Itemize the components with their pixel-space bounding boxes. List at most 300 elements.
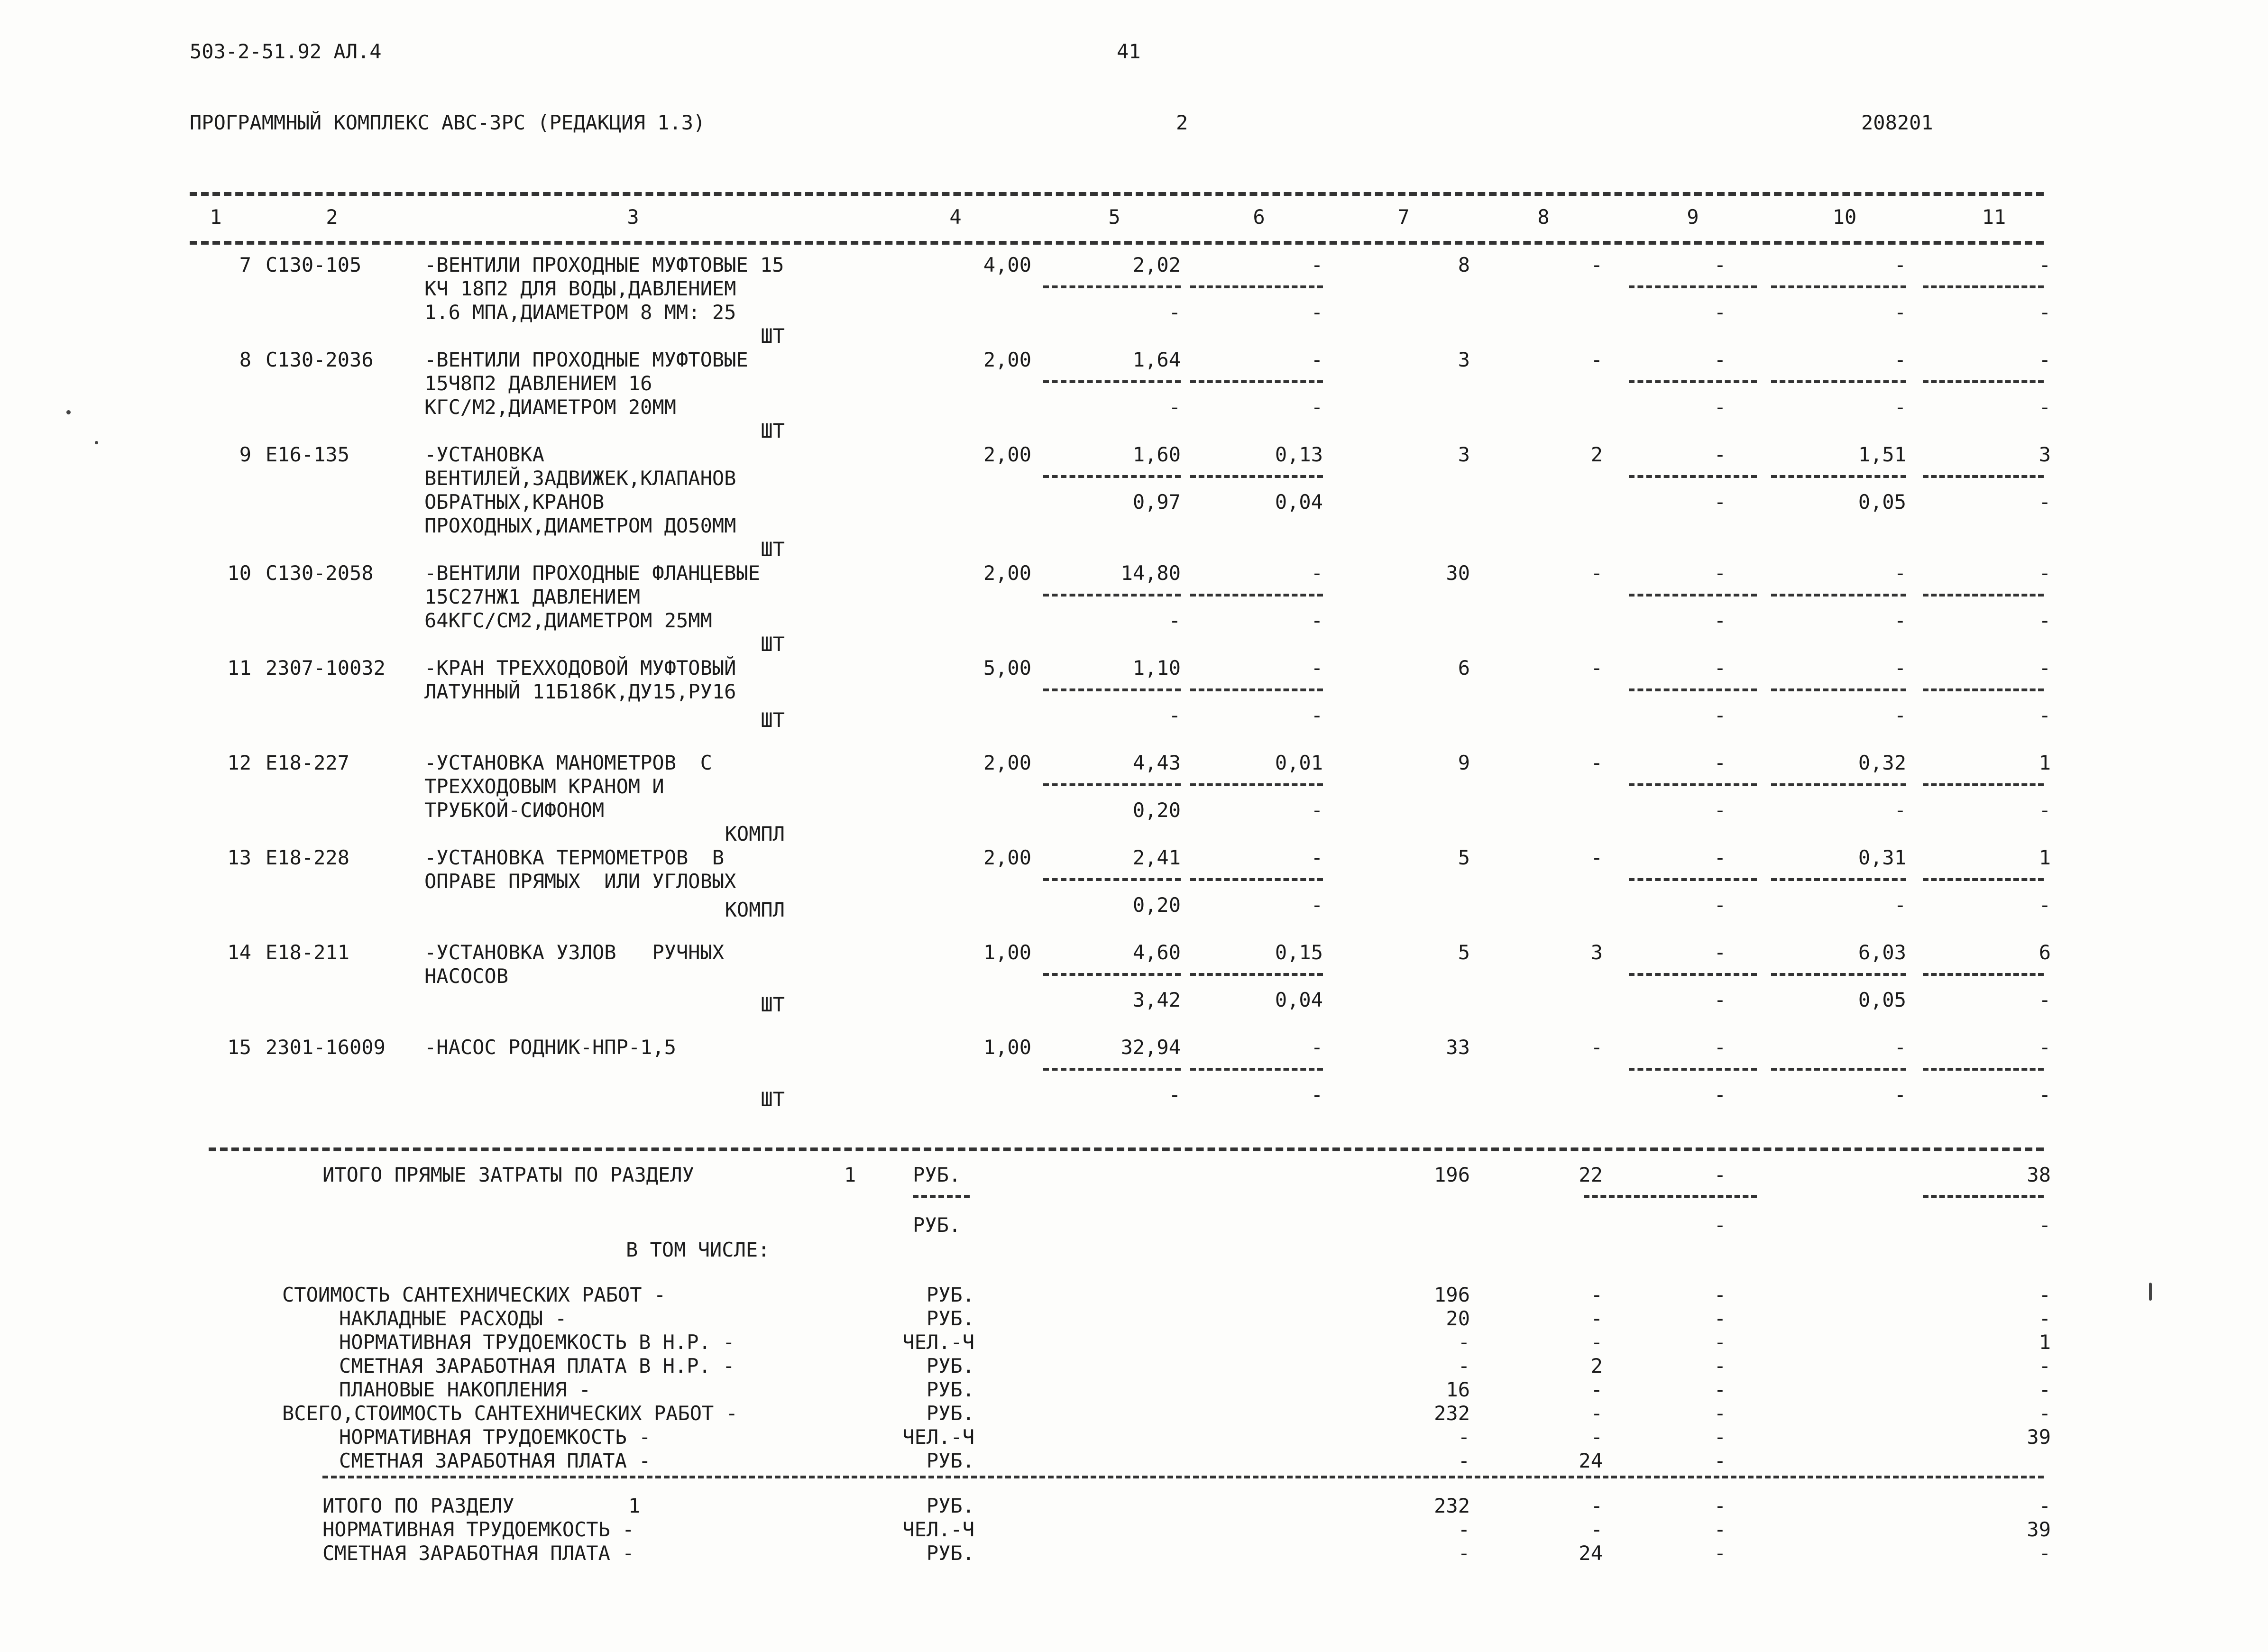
col5-subvalue: 0,20: [1132, 798, 1181, 822]
col11-value: 1: [2038, 846, 2051, 869]
col9-separator: [1629, 285, 1757, 288]
col10-separator: [1771, 783, 1906, 786]
item-quantity: 5,00: [983, 656, 1031, 679]
item-description-line: ПРОХОДНЫХ,ДИАМЕТРОМ ДО50ММ: [424, 514, 736, 537]
col10-subvalue: -: [1894, 1083, 1906, 1106]
col9-subvalue: -: [1714, 609, 1726, 632]
col9-separator: [1629, 1068, 1757, 1071]
col6-subvalue: -: [1311, 704, 1323, 727]
item-description-line: -ВЕНТИЛИ ПРОХОДНЫЕ ФЛАНЦЕВЫЕ: [424, 561, 761, 585]
col9-value: -: [1714, 656, 1726, 679]
item-code: С130-2036: [266, 348, 374, 371]
summary-unit: РУБ.: [926, 1354, 974, 1377]
col9-subvalue: -: [1714, 988, 1726, 1011]
col10-separator: [1771, 285, 1906, 288]
column-header-4: 4: [949, 205, 962, 229]
item-description-line: ТРУБКОЙ-СИФОНОМ: [424, 798, 605, 822]
item-quantity: 2,00: [983, 846, 1031, 869]
summary-unit: РУБ.: [926, 1378, 974, 1401]
col9-subvalue: -: [1714, 395, 1726, 419]
item-number: 14: [227, 941, 251, 964]
summary-col9: -: [1714, 1378, 1726, 1401]
col10-subvalue: -: [1894, 704, 1906, 727]
item-description-line: 64КГС/СМ2,ДИАМЕТРОМ 25ММ: [424, 609, 712, 632]
col11-separator: [1923, 1195, 2044, 1198]
unit-separator: [913, 1195, 970, 1198]
col6-subvalue: -: [1311, 301, 1323, 324]
col8-value: -: [1590, 1036, 1603, 1059]
col11-value: 6: [2038, 941, 2051, 964]
col11-separator: [1923, 878, 2044, 881]
summary-label: НОРМАТИВНАЯ ТРУДОЕМКОСТЬ -: [339, 1425, 651, 1449]
col7-value: 8: [1458, 253, 1470, 276]
col5-value: 2,02: [1132, 253, 1181, 276]
col5-separator: [1043, 594, 1181, 597]
item-number: 10: [227, 561, 251, 585]
final-col7: -: [1458, 1542, 1470, 1565]
col10-value: 1,51: [1858, 443, 1906, 466]
summary-col11: 39: [2027, 1425, 2051, 1449]
col8-value: 2: [1590, 443, 1603, 466]
col9-value: -: [1714, 941, 1726, 964]
col6-subvalue: -: [1311, 893, 1323, 917]
col9-subvalue: -: [1714, 893, 1726, 917]
item-description-line: -УСТАНОВКА ТЕРМОМЕТРОВ В: [424, 846, 725, 869]
summary-label: ПЛАНОВЫЕ НАКОПЛЕНИЯ -: [339, 1378, 591, 1401]
column-header-5: 5: [1108, 205, 1120, 229]
column-header-10: 10: [1832, 205, 1857, 229]
col11-subvalue: -: [2038, 1083, 2051, 1106]
col11-value: -: [2038, 656, 2051, 679]
summary-col7: -: [1458, 1425, 1470, 1449]
col11-subvalue: -: [2038, 609, 2051, 632]
summary-bottom-rule: [322, 1476, 2044, 1478]
col6-separator: [1190, 783, 1323, 786]
item-number: 13: [227, 846, 251, 869]
col9-separator: [1629, 475, 1757, 478]
col5-value: 1,10: [1132, 656, 1181, 679]
final-unit: РУБ.: [926, 1542, 974, 1565]
column-header-3: 3: [627, 205, 639, 229]
col5-value: 14,80: [1120, 561, 1181, 585]
item-description-line: -УСТАНОВКА: [424, 443, 544, 466]
col5-subvalue: -: [1168, 704, 1181, 727]
col11-separator: [1923, 1068, 2044, 1071]
col5-subvalue: 3,42: [1132, 988, 1181, 1011]
col9-subvalue: -: [1714, 704, 1726, 727]
summary-col8: -: [1590, 1307, 1603, 1330]
final-col8: -: [1590, 1494, 1603, 1517]
section-total-col11: 38: [2027, 1163, 2051, 1186]
table-top-rule: [190, 192, 2044, 196]
col9-value: -: [1714, 751, 1726, 774]
col7-value: 9: [1458, 751, 1470, 774]
final-label: НОРМАТИВНАЯ ТРУДОЕМКОСТЬ -: [322, 1518, 634, 1541]
final-col9: -: [1714, 1518, 1726, 1541]
col6-value: 0,13: [1275, 443, 1323, 466]
col6-separator: [1190, 285, 1323, 288]
item-number: 15: [227, 1036, 251, 1059]
item-description-line: ЛАТУННЫЙ 11Б18бК,ДУ15,РУ16: [424, 680, 736, 703]
summary-col8: -: [1590, 1378, 1603, 1401]
final-col8: -: [1590, 1518, 1603, 1541]
col5-separator: [1043, 878, 1181, 881]
section-total-unit: РУБ.: [913, 1163, 961, 1186]
col10-subvalue: -: [1894, 798, 1906, 822]
col8-value: -: [1590, 751, 1603, 774]
col11-value: -: [2038, 253, 2051, 276]
col11-separator: [1923, 594, 2044, 597]
item-description-line: -УСТАНОВКА УЗЛОВ РУЧНЫХ: [424, 941, 725, 964]
col10-subvalue: -: [1894, 395, 1906, 419]
scan-speck: [2149, 1283, 2152, 1301]
summary-col7: 20: [1446, 1307, 1470, 1330]
col9-separator: [1629, 783, 1757, 786]
col6-separator: [1190, 878, 1323, 881]
col6-value: -: [1311, 656, 1323, 679]
col9-separator: [1629, 973, 1757, 976]
col5-subvalue: 0,20: [1132, 893, 1181, 917]
col8-value: -: [1590, 253, 1603, 276]
item-code: Е16-135: [266, 443, 350, 466]
section-total-col9: -: [1714, 1163, 1726, 1186]
col5-separator: [1043, 973, 1181, 976]
item-number: 7: [239, 253, 251, 276]
summary-col9: -: [1714, 1331, 1726, 1354]
col10-value: 0,32: [1858, 751, 1906, 774]
col6-subvalue: 0,04: [1275, 988, 1323, 1011]
col5-value: 4,60: [1132, 941, 1181, 964]
col5-separator: [1043, 380, 1181, 383]
col6-value: -: [1311, 1036, 1323, 1059]
summary-col11: -: [2038, 1378, 2051, 1401]
col7-value: 6: [1458, 656, 1470, 679]
col9-value: -: [1714, 348, 1726, 371]
col11-separator: [1923, 285, 2044, 288]
col11-separator: [1923, 688, 2044, 691]
col11-value: -: [2038, 1036, 2051, 1059]
final-col7: -: [1458, 1518, 1470, 1541]
item-code: Е18-227: [266, 751, 350, 774]
col9-subvalue: -: [1714, 798, 1726, 822]
summary-col7: 232: [1434, 1402, 1470, 1425]
summary-col11: -: [2038, 1307, 2051, 1330]
item-description-line: ВЕНТИЛЕЙ,ЗАДВИЖЕК,КЛАПАНОВ: [424, 467, 736, 490]
col10-separator: [1771, 594, 1906, 597]
sheet-number: 2: [1176, 111, 1188, 134]
col6-separator: [1190, 380, 1323, 383]
col11-value: 3: [2038, 443, 2051, 466]
col5-value: 4,43: [1132, 751, 1181, 774]
col11-subvalue: -: [2038, 490, 2051, 514]
col5-subvalue: 0,97: [1132, 490, 1181, 514]
section-total-unit-2: РУБ.: [913, 1213, 961, 1237]
col8-value: -: [1590, 846, 1603, 869]
col5-separator: [1043, 285, 1181, 288]
summary-col7: 196: [1434, 1283, 1470, 1306]
col9-separator: [1629, 380, 1757, 383]
column-header-7: 7: [1397, 205, 1410, 229]
summary-label: СМЕТНАЯ ЗАРАБОТНАЯ ПЛАТА В Н.Р. -: [339, 1354, 735, 1377]
col6-separator: [1190, 1068, 1323, 1071]
col10-subvalue: 0,05: [1858, 490, 1906, 514]
summary-label: НАКЛАДНЫЕ РАСХОДЫ -: [339, 1307, 567, 1330]
col5-separator: [1043, 688, 1181, 691]
item-unit: ШТ: [761, 538, 785, 561]
col6-separator: [1190, 688, 1323, 691]
col6-subvalue: -: [1311, 1083, 1323, 1106]
col5-value: 1,60: [1132, 443, 1181, 466]
item-description-line: -НАСОС РОДНИК-НПР-1,5: [424, 1036, 677, 1059]
col6-separator: [1190, 475, 1323, 478]
col6-value: -: [1311, 253, 1323, 276]
items-bottom-rule: [209, 1147, 2044, 1151]
section-total-label: ИТОГО ПРЯМЫЕ ЗАТРАТЫ ПО РАЗДЕЛУ: [322, 1163, 694, 1186]
summary-unit: РУБ.: [926, 1402, 974, 1425]
item-description-line: ТРЕХХОДОВЫМ КРАНОМ И: [424, 775, 664, 798]
summary-col9: -: [1714, 1283, 1726, 1306]
item-description-line: 15С27НЖ1 ДАВЛЕНИЕМ: [424, 585, 641, 608]
section-total-col7: 196: [1434, 1163, 1470, 1186]
summary-col8: -: [1590, 1402, 1603, 1425]
col11-subvalue: -: [2038, 301, 2051, 324]
col7-value: 30: [1446, 561, 1470, 585]
column-header-9: 9: [1687, 205, 1699, 229]
item-code: С130-105: [266, 253, 362, 276]
col9-value: -: [1714, 1036, 1726, 1059]
summary-col8: 2: [1590, 1354, 1603, 1377]
final-label: СМЕТНАЯ ЗАРАБОТНАЯ ПЛАТА -: [322, 1542, 634, 1565]
header-bottom-rule: [190, 241, 2044, 245]
scan-speck: [95, 441, 98, 444]
col6-value: -: [1311, 846, 1323, 869]
column-header-1: 1: [210, 205, 222, 229]
col11-subvalue: -: [2038, 988, 2051, 1011]
item-number: 11: [227, 656, 251, 679]
item-description-line: -УСТАНОВКА МАНОМЕТРОВ С: [424, 751, 712, 774]
item-description-line: КГС/М2,ДИАМЕТРОМ 20ММ: [424, 395, 677, 419]
item-quantity: 2,00: [983, 751, 1031, 774]
col9-value: -: [1714, 443, 1726, 466]
col10-separator: [1771, 973, 1906, 976]
col6-value: -: [1311, 561, 1323, 585]
col10-separator: [1771, 878, 1906, 881]
final-col11: 39: [2027, 1518, 2051, 1541]
col7-value: 3: [1458, 443, 1470, 466]
summary-unit: РУБ.: [926, 1449, 974, 1472]
page-number: 41: [1117, 40, 1141, 63]
col6-subvalue: -: [1311, 609, 1323, 632]
col10-separator: [1771, 475, 1906, 478]
summary-col11: 1: [2038, 1331, 2051, 1354]
item-description-line: НАСОСОВ: [424, 964, 509, 988]
item-number: 9: [239, 443, 251, 466]
item-code: 2307-10032: [266, 656, 386, 679]
col10-subvalue: 0,05: [1858, 988, 1906, 1011]
summary-col9: -: [1714, 1307, 1726, 1330]
col9-subvalue: -: [1714, 301, 1726, 324]
summary-label: ВСЕГО,СТОИМОСТЬ САНТЕХНИЧЕСКИХ РАБОТ -: [282, 1402, 738, 1425]
summary-col7: -: [1458, 1449, 1470, 1472]
col5-separator: [1043, 1068, 1181, 1071]
col5-separator: [1043, 783, 1181, 786]
col5-subvalue: -: [1168, 395, 1181, 419]
item-unit: ШТ: [761, 633, 785, 656]
column-header-8: 8: [1537, 205, 1550, 229]
item-quantity: 1,00: [983, 941, 1031, 964]
col5-subvalue: -: [1168, 609, 1181, 632]
item-description-line: -ВЕНТИЛИ ПРОХОДНЫЕ МУФТОВЫЕ: [424, 348, 748, 371]
col10-subvalue: -: [1894, 301, 1906, 324]
section-total-col11-sub: -: [2038, 1213, 2051, 1237]
item-description-line: КЧ 18П2 ДЛЯ ВОДЫ,ДАВЛЕНИЕМ: [424, 277, 736, 300]
col8-value: -: [1590, 348, 1603, 371]
item-code: 2301-16009: [266, 1036, 386, 1059]
summary-col8: -: [1590, 1331, 1603, 1354]
section-total-col8: 22: [1579, 1163, 1603, 1186]
item-description-line: -ВЕНТИЛИ ПРОХОДНЫЕ МУФТОВЫЕ 15: [424, 253, 784, 276]
item-code: С130-2058: [266, 561, 374, 585]
col9-value: -: [1714, 846, 1726, 869]
summary-col9: -: [1714, 1449, 1726, 1472]
final-col9: -: [1714, 1542, 1726, 1565]
col6-separator: [1190, 973, 1323, 976]
col11-value: -: [2038, 348, 2051, 371]
summary-col9: -: [1714, 1402, 1726, 1425]
col10-value: -: [1894, 253, 1906, 276]
summary-col11: -: [2038, 1354, 2051, 1377]
final-col9: -: [1714, 1494, 1726, 1517]
col9-separator: [1584, 1195, 1757, 1198]
col10-subvalue: -: [1894, 609, 1906, 632]
col11-subvalue: -: [2038, 798, 2051, 822]
col11-separator: [1923, 475, 2044, 478]
summary-label: СТОИМОСТЬ САНТЕХНИЧЕСКИХ РАБОТ -: [282, 1283, 666, 1306]
col9-value: -: [1714, 561, 1726, 585]
section-total-number: 1: [844, 1163, 856, 1186]
item-description-line: ОБРАТНЫХ,КРАНОВ: [424, 490, 605, 514]
col7-value: 5: [1458, 846, 1470, 869]
col10-value: -: [1894, 561, 1906, 585]
item-code: Е18-211: [266, 941, 350, 964]
col6-separator: [1190, 594, 1323, 597]
item-description-line: -КРАН ТРЕХХОДОВОЙ МУФТОВЫЙ: [424, 656, 736, 679]
program-title: ПРОГРАММНЫЙ КОМПЛЕКС АВС-3РС (РЕДАКЦИЯ 1.3): [190, 111, 706, 134]
col9-subvalue: -: [1714, 490, 1726, 514]
col6-subvalue: 0,04: [1275, 490, 1323, 514]
item-unit: КОМПЛ: [725, 822, 785, 845]
summary-unit: РУБ.: [926, 1307, 974, 1330]
item-code: Е18-228: [266, 846, 350, 869]
col10-value: 0,31: [1858, 846, 1906, 869]
col11-separator: [1923, 783, 2044, 786]
col8-value: -: [1590, 561, 1603, 585]
column-header-6: 6: [1253, 205, 1265, 229]
final-col11: -: [2038, 1542, 2051, 1565]
col10-value: -: [1894, 656, 1906, 679]
col11-separator: [1923, 380, 2044, 383]
col9-separator: [1629, 688, 1757, 691]
col9-separator: [1629, 594, 1757, 597]
item-unit: КОМПЛ: [725, 898, 785, 921]
doc-code: 503-2-51.92 АЛ.4: [190, 40, 382, 63]
col9-separator: [1629, 878, 1757, 881]
item-description-line: 1.6 МПА,ДИАМЕТРОМ 8 ММ: 25: [424, 301, 736, 324]
col11-subvalue: -: [2038, 395, 2051, 419]
col10-separator: [1771, 380, 1906, 383]
summary-col9: -: [1714, 1425, 1726, 1449]
item-unit: ШТ: [761, 324, 785, 348]
item-quantity: 2,00: [983, 443, 1031, 466]
column-header-11: 11: [1982, 205, 2006, 229]
col9-value: -: [1714, 253, 1726, 276]
col6-subvalue: -: [1311, 798, 1323, 822]
col7-value: 33: [1446, 1036, 1470, 1059]
summary-unit: ЧЕЛ.-Ч: [902, 1331, 974, 1354]
col5-value: 1,64: [1132, 348, 1181, 371]
item-unit: ШТ: [761, 993, 785, 1016]
col5-subvalue: -: [1168, 1083, 1181, 1106]
col5-separator: [1043, 475, 1181, 478]
col10-value: -: [1894, 348, 1906, 371]
document-number: 208201: [1861, 111, 1933, 134]
col7-value: 5: [1458, 941, 1470, 964]
summary-label: СМЕТНАЯ ЗАРАБОТНАЯ ПЛАТА -: [339, 1449, 651, 1472]
final-unit: ЧЕЛ.-Ч: [902, 1518, 974, 1541]
col11-separator: [1923, 973, 2044, 976]
summary-col9: -: [1714, 1354, 1726, 1377]
scan-speck: [66, 410, 71, 414]
item-quantity: 1,00: [983, 1036, 1031, 1059]
summary-unit: ЧЕЛ.-Ч: [902, 1425, 974, 1449]
col6-value: 0,15: [1275, 941, 1323, 964]
col9-subvalue: -: [1714, 1083, 1726, 1106]
summary-col8: -: [1590, 1283, 1603, 1306]
col6-value: -: [1311, 348, 1323, 371]
col5-subvalue: -: [1168, 301, 1181, 324]
col6-subvalue: -: [1311, 395, 1323, 419]
col8-value: -: [1590, 656, 1603, 679]
item-unit: ШТ: [761, 419, 785, 442]
item-quantity: 2,00: [983, 561, 1031, 585]
col11-subvalue: -: [2038, 893, 2051, 917]
col10-subvalue: -: [1894, 893, 1906, 917]
final-col7: 232: [1434, 1494, 1470, 1517]
summary-col11: -: [2038, 1402, 2051, 1425]
col10-separator: [1771, 1068, 1906, 1071]
col11-value: 1: [2038, 751, 2051, 774]
item-unit: ШТ: [761, 1088, 785, 1111]
item-quantity: 4,00: [983, 253, 1031, 276]
col5-value: 2,41: [1132, 846, 1181, 869]
final-section: 1: [628, 1494, 641, 1517]
item-description-line: ОПРАВЕ ПРЯМЫХ ИЛИ УГЛОВЫХ: [424, 870, 736, 893]
col7-value: 3: [1458, 348, 1470, 371]
final-unit: РУБ.: [926, 1494, 974, 1517]
col8-value: 3: [1590, 941, 1603, 964]
summary-unit: РУБ.: [926, 1283, 974, 1306]
final-label: ИТОГО ПО РАЗДЕЛУ: [322, 1494, 514, 1517]
item-unit: ШТ: [761, 708, 785, 732]
section-total-col9-sub: -: [1714, 1213, 1726, 1237]
item-number: 12: [227, 751, 251, 774]
item-number: 8: [239, 348, 251, 371]
final-col11: -: [2038, 1494, 2051, 1517]
col11-subvalue: -: [2038, 704, 2051, 727]
col10-value: -: [1894, 1036, 1906, 1059]
item-description-line: 15Ч8П2 ДАВЛЕНИЕМ 16: [424, 372, 652, 395]
summary-col8: 24: [1579, 1449, 1603, 1472]
